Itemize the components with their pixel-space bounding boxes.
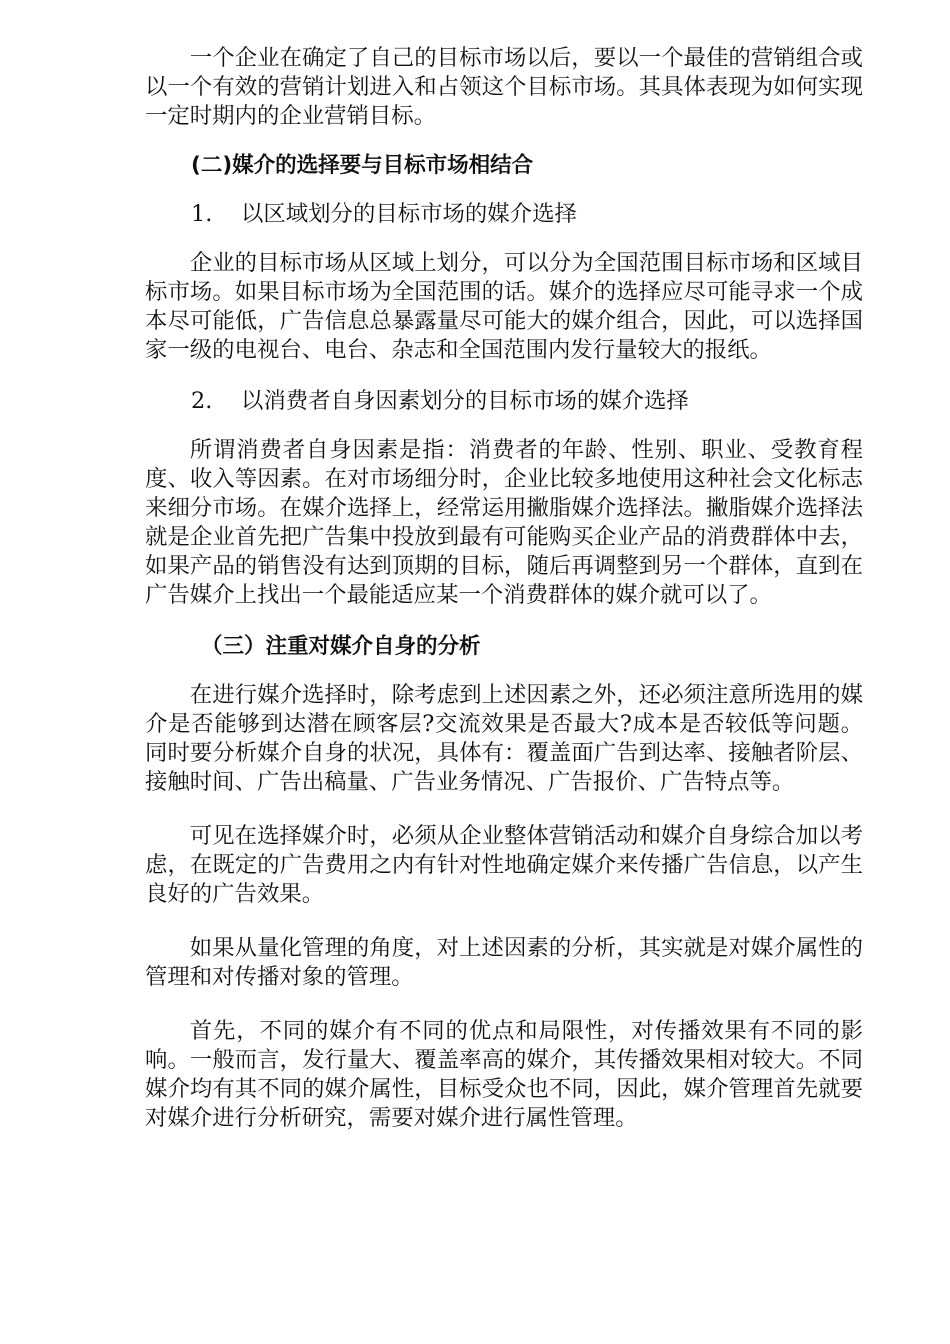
item-text: 以区域划分的目标市场的媒介选择 [241, 201, 577, 227]
item-number: 1. [191, 201, 213, 227]
document-page [145, 44, 863, 1149]
paragraph-overall-consideration: 可见在选择媒介时，必须从企业整体营销活动和媒介自身综合加以考虑，在既定的广告费用之内有针对性地确定媒介来传播广告信息，以产生良好的广告效果。 [145, 823, 863, 907]
section-heading-media-target-market: (二)媒介的选择要与目标市场相结合 [191, 153, 534, 178]
item-text: 以消费者自身因素划分的目标市场的媒介选择 [241, 388, 689, 414]
paragraph-quantitative-management: 如果从量化管理的角度，对上述因素的分析，其实就是对媒介属性的管理和对传播对象的管理。 [145, 935, 863, 990]
numbered-item-regional [145, 200, 863, 229]
paragraph-media-selection: 在进行媒介选择时，除考虑到上述因素之外，还必须注意所选用的媒介是否能够到达潜在顾客层?交流效果是否最大?成本是否较低等问题。同时要分析媒介自身的状况，具体有：覆盖面广告到达率、接触者阶层、接触时间、广告出稿量、广告业务情况、广告报价、广告特点等。 [145, 682, 863, 795]
paragraph-consumer-factors: 所谓消费者自身因素是指：消费者的年龄、性别、职业、受教育程度、收入等因素。在对市场细分时，企业比较多地使用这种社会文化标志来细分市场。在媒介选择上，经常运用撇脂媒介选择法。撇脂媒介选择法就是企业首先把广告集中投放到最有可能购买企业产品的消费群体中去，如果产品的销售没有达到顶期的目标，随后再调整到另一个群体，直到在广告媒介上找出一个最能适应某一个消费群体的媒介就可以了。 [145, 437, 863, 608]
paragraph-target-market-intro: 一个企业在确定了自己的目标市场以后，要以一个最佳的营销组合或以一个有效的营销计划进入和占领这个目标市场。其具体表现为如何实现一定时期内的企业营销目标。 [145, 45, 863, 129]
item-number: 2. [191, 388, 213, 414]
paragraph-regional-market: 企业的目标市场从区域上划分，可以分为全国范围目标市场和区域目标市场。如果目标市场为全国范围的话。媒介的选择应尽可能寻求一个成本尽可能低，广告信息总暴露量尽可能大的媒介组合，因此，可以选择国家一级的电视台、电台、杂志和全国范围内发行量较大的报纸。 [145, 250, 863, 363]
section-heading-media-analysis: （三）注重对媒介自身的分析 [201, 634, 481, 659]
paragraph-media-attributes: 首先，不同的媒介有不同的优点和局限性，对传播效果有不同的影响。一般而言，发行量大、覆盖率高的媒介，其传播效果相对较大。不同媒介均有其不同的媒介属性，目标受众也不同，因此，媒介管理首先就要对媒介进行分析研究，需要对媒介进行属性管理。 [145, 1018, 863, 1131]
numbered-item-consumer-factors [145, 387, 863, 416]
